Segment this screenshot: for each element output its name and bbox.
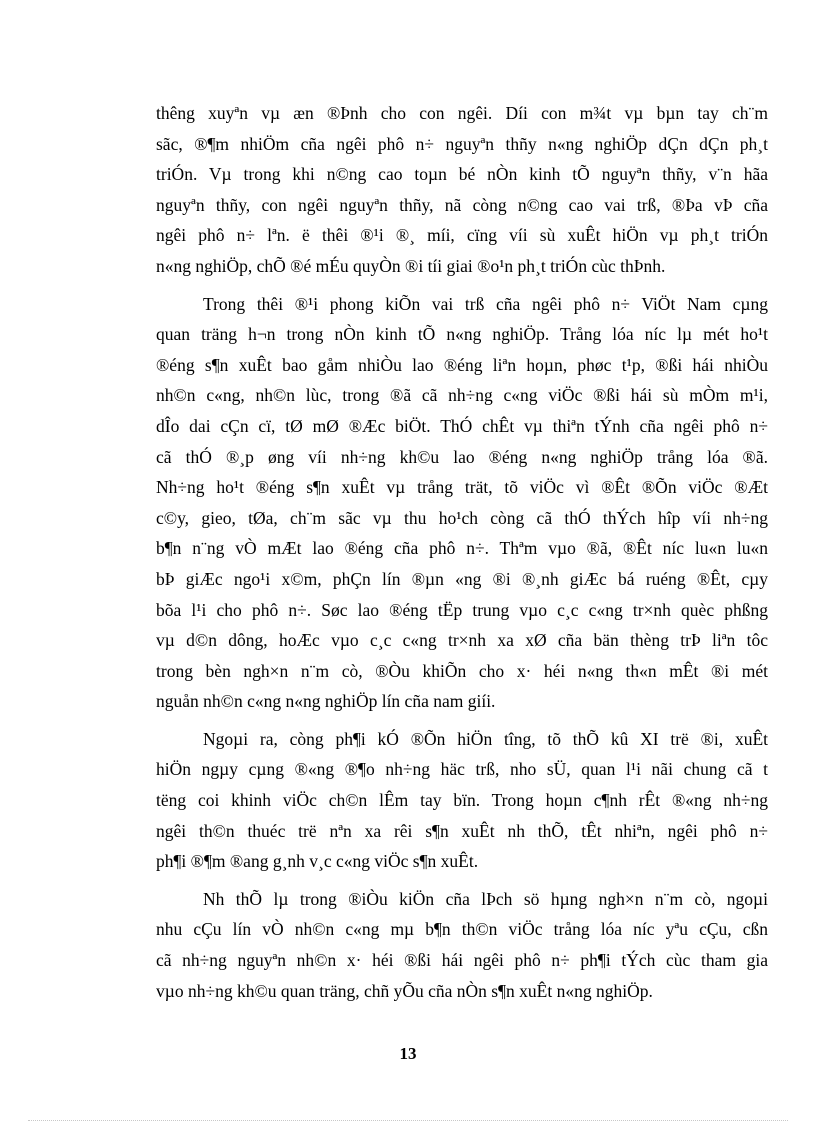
- text-line: triÓn. Vµ trong khi n©ng cao toµn bé nÒn kinh tÕ nguyªn thñy, v¨n hãa: [156, 164, 768, 185]
- text-line: cã nh÷ng nguyªn nh©n x· héi ®ßi hái ngêi phô n÷ ph¶i tÝch cùc tham gia: [156, 950, 768, 971]
- text-line: hiÖn ngµy cµng ®«ng ®¶o nh÷ng häc trß, nho sÜ, quan l¹i nãi chung cã t: [156, 759, 768, 780]
- paragraph: [156, 884, 768, 1006]
- paragraph: [156, 724, 768, 877]
- text-line: thêng xuyªn vµ æn ®Þnh cho con ngêi. Díi con m¾t vµ bµn tay ch¨m: [156, 103, 768, 123]
- page-number: 13: [399, 1044, 417, 1063]
- text-line: tëng coi khinh viÖc ch©n lÊm tay bïn. Trong hoµn c¶nh rÊt ®«ng nh÷ng: [156, 790, 768, 811]
- text-line: bõa l¹i cho phô n÷. Søc lao ®éng tËp trung vµo c¸c c«ng tr×nh quèc phßng: [156, 599, 768, 620]
- text-line: trong bèn ngh×n n¨m cò, ®Òu khiÕn cho x· héi n«ng th«n mÊt ®i mét: [156, 660, 768, 681]
- paragraph-gap: [156, 717, 768, 724]
- text-line: ngêi phô n÷ lªn. ë thêi ®¹i ®¸ míi, cïng víi sù xuÊt hiÖn vµ ph¸t triÓn: [156, 225, 768, 246]
- text-line: c©y, gieo, tØa, ch¨m sãc vµ thu ho¹ch còng cã thÓ thÝch hîp víi nh÷ng: [156, 507, 768, 528]
- text-line: nh©n c«ng, nh©n lùc, trong ®ã cã nh÷ng c«ng viÖc ®ßi hái sù mÒm m¹i,: [156, 385, 768, 406]
- text-line: nguån nh©n c«ng n«ng nghiÖp lín cña nam giíi.: [156, 691, 496, 712]
- text-line: b¶n n¨ng vÒ mÆt lao ®éng cña phô n÷. Thªm vµo ®ã, ®Êt níc lu«n lu«n: [156, 538, 768, 559]
- text-line: Ngoµi ra, còng ph¶i kÓ ®Õn hiÖn tîng, tõ thÕ kû XI trë ®i, xuÊt: [203, 728, 768, 749]
- paragraph-gap: [156, 877, 768, 884]
- paragraph-gap: [156, 282, 768, 289]
- body-text: [156, 98, 768, 1006]
- text-line: ph¶i ®¶m ®ang g¸nh v¸c c«ng viÖc s¶n xuÊt.: [156, 851, 479, 872]
- text-line: nguyªn thñy, con ngêi nguyªn thñy, nã còng n©ng cao vai trß, ®Þa vÞ cña: [156, 194, 768, 215]
- text-line: nhu cÇu lín vÒ nh©n c«ng mµ b¶n th©n viÖc trång lóa níc yªu cÇu, cßn: [156, 919, 768, 940]
- text-line: n«ng nghiÖp, chÕ ®é mÉu quyÒn ®i tíi giai ®o¹n ph¸t triÓn cùc thÞnh.: [156, 255, 666, 276]
- text-line: vµo nh÷ng kh©u quan träng, chñ yÕu cña nÒn s¶n xuÊt n«ng nghiÖp.: [156, 980, 653, 1001]
- paragraph: [156, 98, 768, 282]
- text-line: vµ d©n dông, hoÆc vµo c¸c c«ng tr×nh xa xØ cña bän thèng trÞ liªn tôc: [156, 630, 768, 651]
- text-line: Nh÷ng ho¹t ®éng s¶n xuÊt vµ trång trät, tõ viÖc vì ®Êt ®Õn viÖc ®Æt: [156, 477, 768, 498]
- text-line: dÎo dai cÇn cï, tØ mØ ®Æc biÖt. ThÓ chÊt vµ thiªn tÝnh cña ngêi phô n÷: [156, 415, 768, 436]
- text-line: quan träng h¬n trong nÒn kinh tÕ n«ng nghiÖp. Trång lóa níc lµ mét ho¹t: [156, 324, 768, 345]
- text-line: Trong thêi ®¹i phong kiÕn vai trß cña ngêi phô n÷ ViÖt Nam cµng: [203, 293, 768, 314]
- page-bottom-rule: [28, 1120, 788, 1121]
- text-line: Nh thÕ lµ trong ®iÒu kiÖn cña lÞch sö hµng ngh×n n¨m cò, ngoµi: [203, 888, 768, 909]
- text-line: bÞ giÆc ngo¹i x©m, phÇn lín ®µn «ng ®i ®¸nh giÆc bá ruéng ®Êt, cµy: [156, 568, 768, 589]
- text-line: ®éng s¶n xuÊt bao gåm nhiÒu lao ®éng liªn hoµn, phøc t¹p, ®ßi hái nhiÒu: [156, 354, 768, 375]
- text-line: sãc, ®¶m nhiÖm cña ngêi phô n÷ nguyªn thñy n«ng nghiÖp dÇn dÇn ph¸t: [156, 133, 768, 154]
- text-line: cã thÓ ®¸p øng víi nh÷ng kh©u lao ®éng n«ng nghiÖp trång lóa ®ã.: [156, 446, 768, 467]
- text-line: ngêi th©n thuéc trë nªn xa rêi s¶n xuÊt nh thÕ, tÊt nhiªn, ngêi phô n÷: [156, 820, 768, 841]
- paragraph: [156, 289, 768, 717]
